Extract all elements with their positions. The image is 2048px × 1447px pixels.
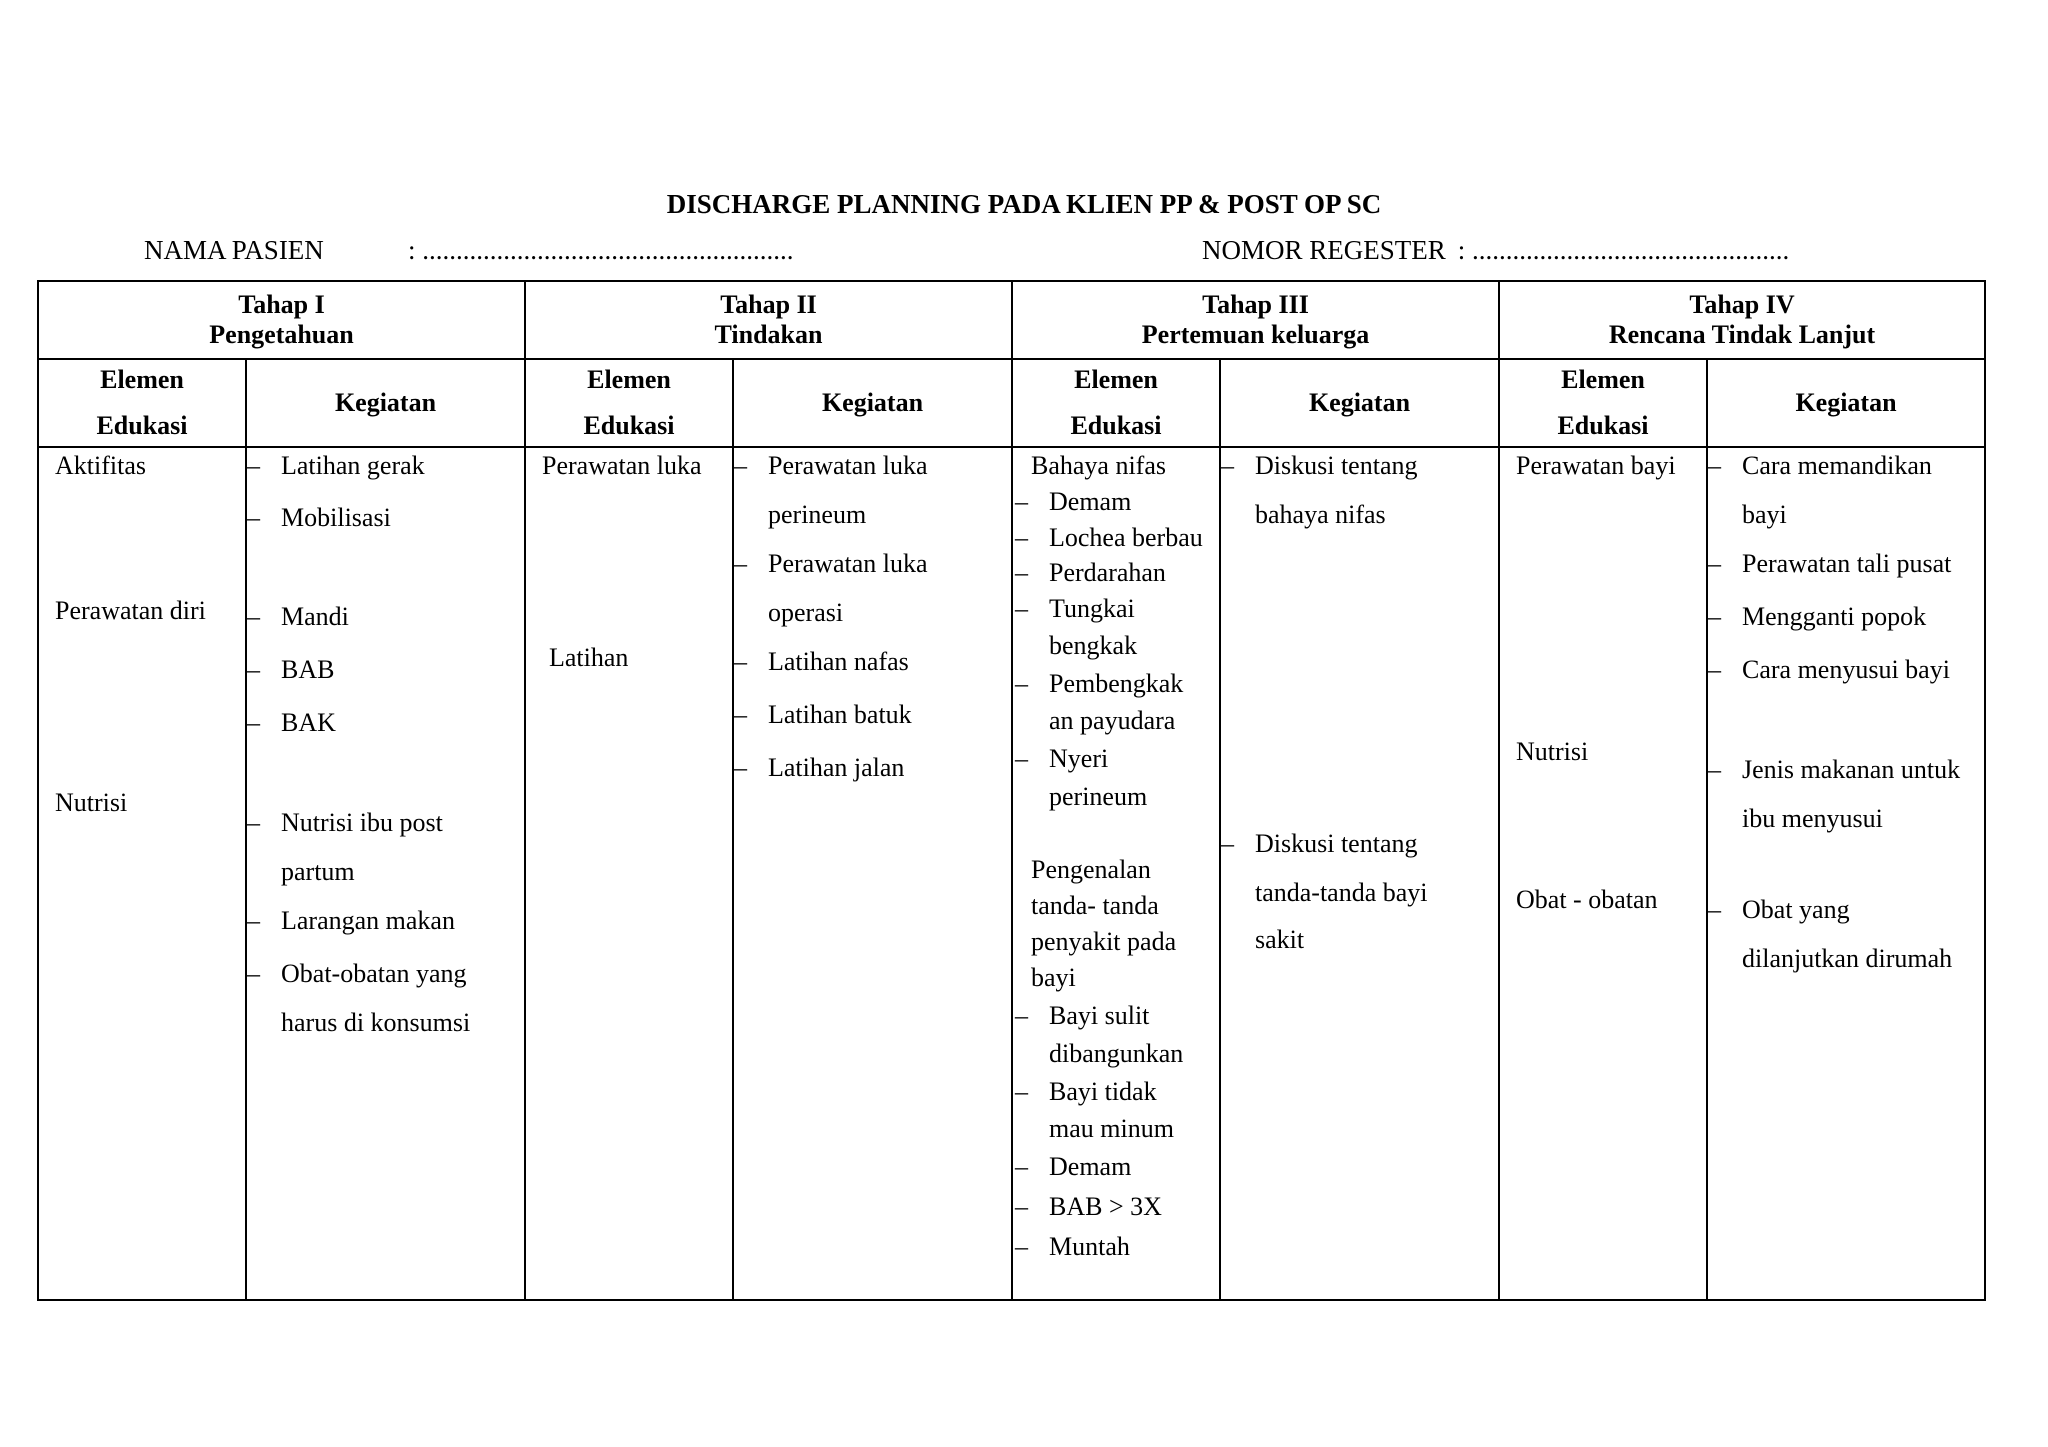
- list-item: Nutrisi: [1516, 737, 1589, 766]
- patient-name-label: NAMA PASIEN: [144, 235, 324, 265]
- activity-header-label: Kegiatan: [1795, 388, 1897, 417]
- element-header: [1013, 360, 1219, 446]
- list-item: bahaya nifas: [1255, 500, 1386, 529]
- list-item: Perawatan luka: [542, 451, 702, 480]
- list-item: dibangunkan: [1049, 1039, 1184, 1068]
- element-header-line2: Edukasi: [583, 411, 675, 440]
- list-item: an payudara: [1049, 706, 1176, 735]
- list-item: penyakit pada: [1031, 927, 1177, 956]
- stage3-activities: [1221, 448, 1496, 1288]
- element-header-line1: Elemen: [1074, 365, 1158, 394]
- activity-header: [247, 360, 524, 446]
- list-item: Nutrisi: [55, 788, 128, 817]
- element-header-line2: Edukasi: [1070, 411, 1162, 440]
- list-item: ibu menyusui: [1742, 804, 1883, 833]
- stage1-elements: [55, 448, 243, 1288]
- list-item: – Pembengkak: [1015, 666, 1217, 702]
- list-item: Obat - obatan: [1516, 885, 1658, 914]
- list-item: – Demam: [1015, 1149, 1217, 1185]
- list-item: – Mandi: [247, 599, 522, 635]
- stage-header-2: [526, 282, 1011, 358]
- stage-number: Tahap III: [1202, 290, 1309, 319]
- list-item: dilanjutkan dirumah: [1742, 944, 1953, 973]
- list-item: perineum: [1049, 782, 1148, 811]
- list-item: – BAK: [247, 705, 522, 741]
- stage-name: Pengetahuan: [209, 320, 354, 349]
- element-header-line1: Elemen: [587, 365, 671, 394]
- stage-header-3: [1013, 282, 1498, 358]
- list-item: Aktifitas: [55, 451, 146, 480]
- stage-number: Tahap IV: [1689, 290, 1795, 319]
- list-item: perineum: [768, 500, 867, 529]
- stage-name: Rencana Tindak Lanjut: [1608, 320, 1876, 349]
- list-item: – Diskusi tentang: [1221, 826, 1496, 862]
- patient-name-field: : .......................................................: [408, 235, 794, 265]
- element-header: [1500, 360, 1706, 446]
- activity-header: [734, 360, 1011, 446]
- list-item: Pengenalan: [1031, 855, 1151, 884]
- list-item: – BAB: [247, 652, 522, 688]
- element-header-line2: Edukasi: [1557, 411, 1649, 440]
- activity-header-label: Kegiatan: [821, 388, 924, 417]
- list-item: – Cara memandikan: [1708, 448, 1982, 484]
- list-item: bayi: [1742, 500, 1787, 529]
- register-number-row: [1202, 232, 1789, 268]
- list-item: – Nyeri: [1015, 741, 1217, 777]
- element-header-line1: Elemen: [1561, 365, 1645, 394]
- list-item: mau minum: [1049, 1114, 1174, 1143]
- list-item: tanda-tanda bayi: [1255, 878, 1428, 907]
- list-item: – Perdarahan: [1015, 555, 1217, 591]
- list-item: – Demam: [1015, 484, 1217, 520]
- activity-header: [1708, 360, 1984, 446]
- stage1-activities: [247, 448, 522, 1288]
- patient-name-row: [144, 232, 794, 268]
- activity-header-label: Kegiatan: [1308, 388, 1411, 417]
- list-item: – Mobilisasi: [247, 500, 522, 536]
- element-header-line1: Elemen: [100, 365, 184, 394]
- list-item: sakit: [1255, 925, 1305, 954]
- stage-number: Tahap II: [720, 290, 817, 319]
- activity-header-label: Kegiatan: [334, 388, 437, 417]
- list-item: bengkak: [1049, 631, 1138, 660]
- list-item: Bahaya nifas: [1031, 451, 1167, 480]
- discharge-planning-table: [37, 280, 1986, 1301]
- list-item: – Latihan nafas: [734, 644, 1009, 680]
- list-item: – Nutrisi ibu post: [247, 805, 522, 841]
- stage-header-4: [1500, 282, 1984, 358]
- list-item: – Bayi tidak: [1015, 1074, 1217, 1110]
- list-item: – Latihan gerak: [247, 448, 522, 484]
- list-item: Perawatan diri: [55, 596, 206, 625]
- list-item: Perawatan bayi: [1516, 451, 1676, 480]
- list-item: operasi: [768, 598, 844, 627]
- stage4-elements: [1516, 448, 1704, 1288]
- list-item: – Diskusi tentang: [1221, 448, 1496, 484]
- list-item: – Tungkai: [1015, 591, 1217, 627]
- table-border-right: [1984, 280, 1986, 1301]
- stage-name: Tindakan: [714, 320, 823, 349]
- list-item: harus di konsumsi: [281, 1008, 471, 1037]
- activity-header: [1221, 360, 1498, 446]
- stage2-activities: [734, 448, 1009, 1288]
- list-item: – Muntah: [1015, 1229, 1217, 1265]
- list-item: – Perawatan luka: [734, 448, 1009, 484]
- element-header-line2: Edukasi: [96, 411, 188, 440]
- list-item: – Lochea berbau: [1015, 520, 1217, 556]
- list-item: – Bayi sulit: [1015, 998, 1217, 1034]
- stage3-elements: [1015, 448, 1217, 1298]
- list-item: partum: [281, 857, 355, 886]
- list-item: – Cara menyusui bayi: [1708, 652, 1982, 688]
- list-item: – Perawatan tali pusat: [1708, 546, 1982, 582]
- stage2-elements: [542, 448, 730, 1288]
- list-item: – Perawatan luka: [734, 546, 1009, 582]
- stage-number: Tahap I: [238, 290, 325, 319]
- list-item: – Jenis makanan untuk: [1708, 752, 1982, 788]
- register-number-field: : ...............................................: [1457, 235, 1790, 265]
- list-item: – Latihan batuk: [734, 697, 1009, 733]
- list-item: tanda- tanda: [1031, 891, 1159, 920]
- list-item: – Mengganti popok: [1708, 599, 1982, 635]
- register-number-label: NOMOR REGESTER: [1202, 235, 1446, 265]
- list-item: – Obat-obatan yang: [247, 956, 522, 992]
- list-item: bayi: [1031, 963, 1076, 992]
- list-item: – Latihan jalan: [734, 750, 1009, 786]
- element-header: [39, 360, 245, 446]
- document-title: DISCHARGE PLANNING PADA KLIEN PP & POST OP SC: [666, 189, 1382, 219]
- stage-name: Pertemuan keluarga: [1141, 320, 1370, 349]
- list-item: – Obat yang: [1708, 892, 1982, 928]
- list-item: – BAB > 3X: [1015, 1189, 1217, 1225]
- element-header: [526, 360, 732, 446]
- stage-header-1: [39, 282, 524, 358]
- list-item: Latihan: [549, 643, 629, 672]
- list-item: – Larangan makan: [247, 903, 522, 939]
- stage4-activities: [1708, 448, 1982, 1288]
